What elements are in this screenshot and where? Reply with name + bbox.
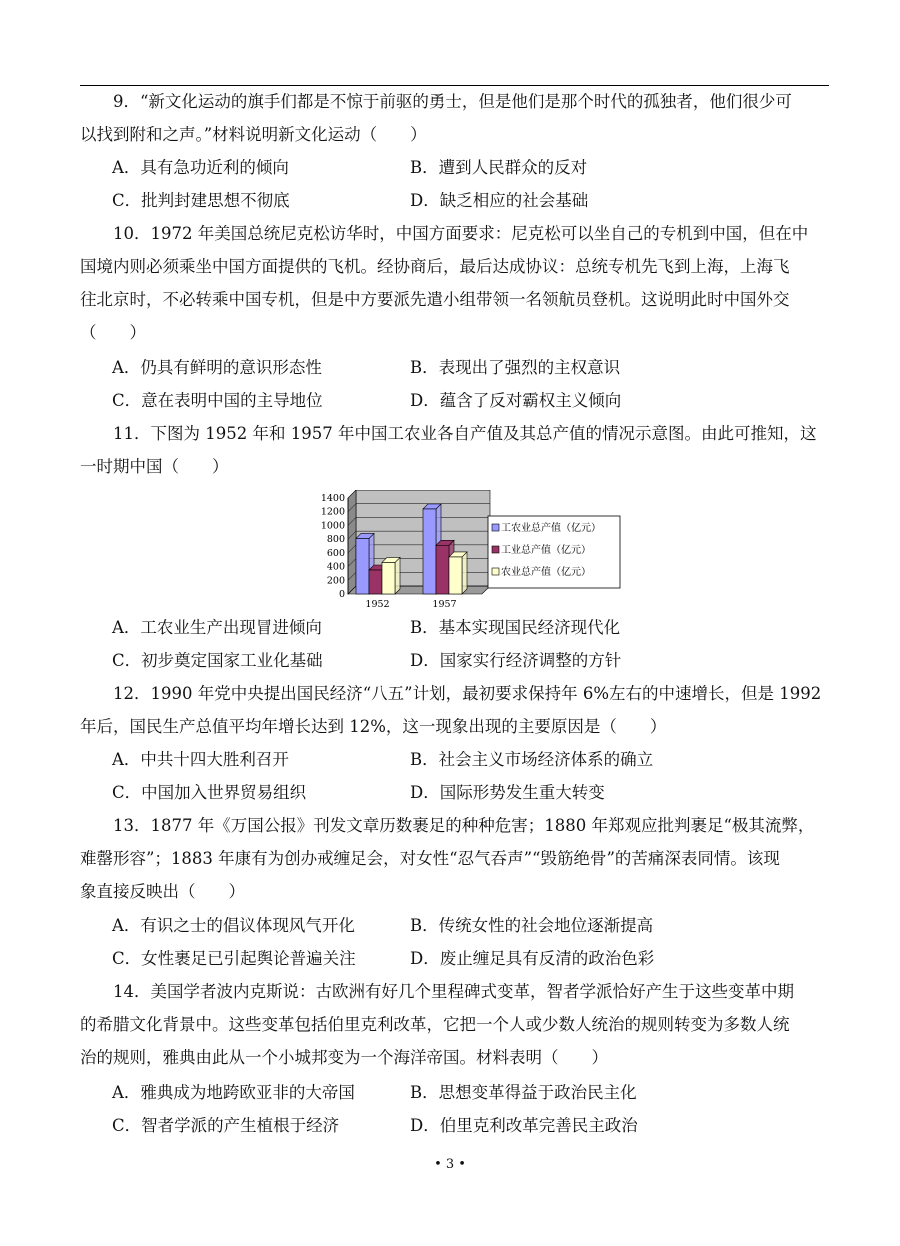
chart-bar-side: [462, 552, 467, 594]
q9-line-1: 9．“新文化运动的旗手们都是不惊于前驱的勇士，但是他们是那个时代的孤独者，他们很少可: [113, 92, 792, 111]
q11-option-a[interactable]: A．工农业生产出现冒进倾向: [112, 618, 322, 637]
chart-bar: [436, 545, 449, 594]
chart-x-tick-label: 1952: [365, 599, 390, 610]
chart-legend: [488, 516, 620, 588]
q11-option-d[interactable]: D．国家实行经济调整的方针: [410, 651, 622, 670]
q13-option-a[interactable]: A．有识之士的倡议体现风气开化: [112, 916, 355, 935]
q11-option-c[interactable]: C．初步奠定国家工业化基础: [112, 651, 323, 670]
q12-option-b[interactable]: B．社会主义市场经济体系的确立: [410, 750, 654, 769]
chart-y-tick-label: 800: [326, 534, 345, 546]
chart-bar-side: [395, 557, 400, 594]
q14-option-b[interactable]: B．思想变革得益于政治民主化: [410, 1083, 637, 1102]
q12-line-1: 12．1990 年党中央提出国民经济“八五”计划，最初要求保持年 6%左右的中速增长，但是 1992: [113, 684, 822, 703]
chart-bar: [356, 538, 369, 594]
q14-line-3: 治的规则，雅典由此从一个小城邦变为一个海洋帝国。材料表明（ ）: [80, 1048, 608, 1067]
production-value-chart: [310, 490, 630, 614]
chart-y-tick-label: 200: [326, 575, 345, 587]
chart-bar: [382, 562, 395, 594]
chart-side-wall: [348, 490, 356, 594]
q13-line-3: 象直接反映出（ ）: [80, 882, 245, 901]
q14-line-2: 的希腊文化背景中。这些变革包括伯里克利改革，它把一个人或少数人统治的规则转变为多数人统: [80, 1015, 790, 1034]
chart-y-tick-label: 600: [326, 547, 345, 559]
chart-legend-label: 工业总产值（亿元）: [501, 545, 591, 556]
chart-y-tick-label: 1400: [320, 493, 345, 504]
q13-line-2: 难罄形容”；1883 年康有为创办戒缠足会，对女性“忍气吞声”“毁筋绝骨”的苦痛深表同情。该现: [80, 849, 780, 868]
q10-line-2: 国境内则必须乘坐中国方面提供的飞机。经协商后，最后达成协议：总统专机先飞到上海，上海飞: [80, 257, 790, 276]
q12-option-a[interactable]: A．中共十四大胜利召开: [112, 750, 289, 769]
chart-bar: [369, 570, 382, 594]
q14-option-c[interactable]: C．智者学派的产生植根于经济: [112, 1116, 340, 1135]
chart-legend-label: 农业总产值（亿元）: [501, 567, 591, 578]
q13-option-b[interactable]: B．传统女性的社会地位逐渐提高: [410, 916, 654, 935]
q11-option-b[interactable]: B．基本实现国民经济现代化: [410, 618, 621, 637]
q13-option-c[interactable]: C．女性裹足已引起舆论普遍关注: [112, 949, 356, 968]
q14-option-a[interactable]: A．雅典成为地跨欧亚非的大帝国: [112, 1083, 355, 1102]
q10-option-c[interactable]: C．意在表明中国的主导地位: [112, 391, 323, 410]
chart-y-tick-label: 1200: [320, 506, 345, 518]
q10-option-b[interactable]: B．表现出了强烈的主权意识: [410, 358, 621, 377]
q9-option-b[interactable]: B．遭到人民群众的反对: [410, 158, 588, 177]
page-number: • 3 •: [434, 1157, 466, 1172]
q12-line-2: 年后，国民生产总值平均年增长达到 12%，这一现象出现的主要原因是（ ）: [80, 717, 667, 736]
q10-option-d[interactable]: D．蕴含了反对霸权主义倾向: [410, 391, 622, 410]
q9-option-c[interactable]: C．批判封建思想不彻底: [112, 191, 290, 210]
q13-option-d[interactable]: D．废止缠足具有反清的政治色彩: [410, 949, 655, 968]
q13-line-1: 13．1877 年《万国公报》刊发文章历数裹足的种种危害；1880 年郑观应批判裹足“极其流弊，: [113, 816, 815, 835]
q11-line-2: 一时期中国（ ）: [80, 457, 229, 476]
chart-legend-swatch: [492, 524, 499, 531]
q10-option-a[interactable]: A．仍具有鲜明的意识形态性: [112, 358, 322, 377]
q9-option-d[interactable]: D．缺乏相应的社会基础: [410, 191, 589, 210]
q12-option-c[interactable]: C．中国加入世界贸易组织: [112, 783, 307, 802]
chart-bar: [423, 509, 436, 594]
q10-line-1: 10．1972 年美国总统尼克松访华时，中国方面要求：尼克松可以坐自己的专机到中国，但在中: [113, 224, 809, 243]
q11-line-1: 11．下图为 1952 年和 1957 年中国工农业各自产值及其总产值的情况示意图。由此可推知，这: [113, 424, 817, 443]
chart-legend-swatch: [492, 568, 499, 575]
chart-y-tick-label: 400: [326, 561, 345, 573]
q14-option-d[interactable]: D．伯里克利改革完善民主政治: [410, 1116, 638, 1135]
q10-line-3: 往北京时，不必转乘中国专机，但是中方要派先遣小组带领一名领航员登机。这说明此时中国外交: [80, 290, 790, 309]
chart-legend-label: 工农业总产值（亿元）: [501, 523, 601, 534]
q12-option-d[interactable]: D．国际形势发生重大转变: [410, 783, 605, 802]
chart-legend-swatch: [492, 546, 499, 553]
chart-x-tick-label: 1957: [432, 599, 457, 610]
q9-option-a[interactable]: A．具有急功近利的倾向: [112, 158, 289, 177]
q10-line-4: （ ）: [80, 323, 146, 342]
chart-bar: [449, 557, 462, 594]
q9-line-2: 以找到附和之声。”材料说明新文化运动（ ）: [80, 125, 427, 144]
chart-y-tick-label: 0: [338, 589, 345, 600]
chart-y-tick-label: 1000: [320, 520, 345, 532]
chart-plot-area: [321, 490, 490, 610]
q14-line-1: 14．美国学者波内克斯说：古欧洲有好几个里程碑式变革，智者学派恰好产生于这些变革中期: [113, 982, 794, 1001]
